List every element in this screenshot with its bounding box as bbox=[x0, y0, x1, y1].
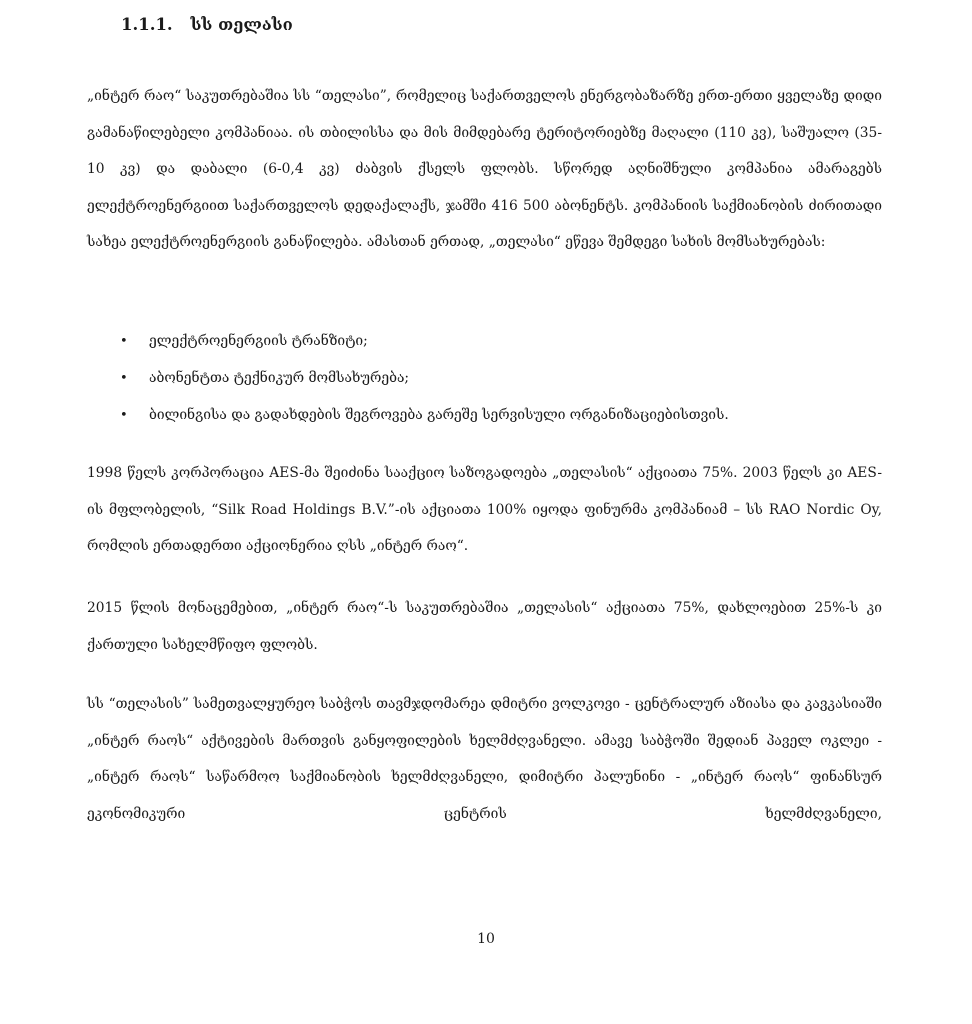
section-number: 1.1.1. bbox=[121, 15, 173, 34]
list-item-text: ელექტროენერგიის ტრანზიტი; bbox=[149, 333, 368, 349]
bullet-icon: • bbox=[120, 334, 128, 349]
list-item-text: ბილინგისა და გადახდების შეგროვება გარეშე სერვისული ორგანიზაციებისთვის. bbox=[149, 407, 729, 423]
services-list bbox=[120, 323, 880, 434]
section-title: სს თელასი bbox=[190, 15, 293, 34]
bullet-icon: • bbox=[120, 408, 128, 423]
section-heading bbox=[121, 15, 293, 34]
paragraph-ownership: 2015 წლის მონაცემებით, „ინტერ რაო“-ს საკუთრებაშია „თელასის“ აქციათა 75%, დახლოებით 25%-ს კი ქართული სახელმწიფო ფლობს. bbox=[87, 600, 882, 653]
list-item bbox=[120, 360, 880, 397]
list-item-text: აბონენტთა ტექნიკურ მომსახურება; bbox=[149, 370, 410, 386]
paragraph-board: სს “თელასის” სამეთვალყურეო საბჭოს თავმჯდომარეა დმიტრი ვოლკოვი - ცენტრალურ აზიასა და კავკასიაში „ინტერ რაოს“ აქტივების მართვის განყოფილების ხელმძღვანელი. ამავე საბჭოში შედიან პაველ ოკლეი - „ინტერ რაოს“ საწარმოო საქმიანობის ხელმძღვანელი, დიმიტრი პალუნინი - „ინტერ რაოს“ ფინანსურ ეკონომიკური ცენტრის ხელმძღვანელი, bbox=[87, 696, 882, 822]
paragraph-history: 1998 წელს კორპორაცია AES-მა შეიძინა სააქციო საზოგადოება „თელასის“ აქციათა 75%. 2003 წელს კი AES-ის მფლობელის, “Silk Road Holdings B.V.”-ის აქციათა 100% იყოდა ფინურმა კომპანიამ – სს RAO Nordic Oy, რომლის ერთადერთი აქციონერია ღსს „ინტერ რაო“. bbox=[87, 465, 882, 554]
list-item bbox=[120, 323, 880, 360]
list-item bbox=[120, 397, 880, 434]
page-number: 10 bbox=[477, 931, 495, 947]
paragraph-intro: „ინტერ რაო“ საკუთრებაშია სს “თელასი”, რომელიც საქართველოს ენერგობაზარზე ერთ-ერთი ყველაზე დიდი გამანაწილებელი კომპანიაა. ის თბილისსა და მის მიმდებარე ტერიტორიებზე მაღალი (110 კვ), საშუალო (35-10 კვ) და დაბალი (6-0,4 კვ) ძაბვის ქსელს ფლობს. სწორედ აღნიშნული კომპანია ამარაგებს ელექტროენერგიით საქართველოს დედაქალაქს, ჯამში 416 500 აბონენტს. კომპანიის საქმიანობის ძირითადი სახეა ელექტროენერგიის განაწილება. ამასთან ერთად, „თელასი“ ეწევა შემდეგი სახის მომსახურებას: bbox=[87, 88, 882, 250]
bullet-icon: • bbox=[120, 371, 128, 386]
